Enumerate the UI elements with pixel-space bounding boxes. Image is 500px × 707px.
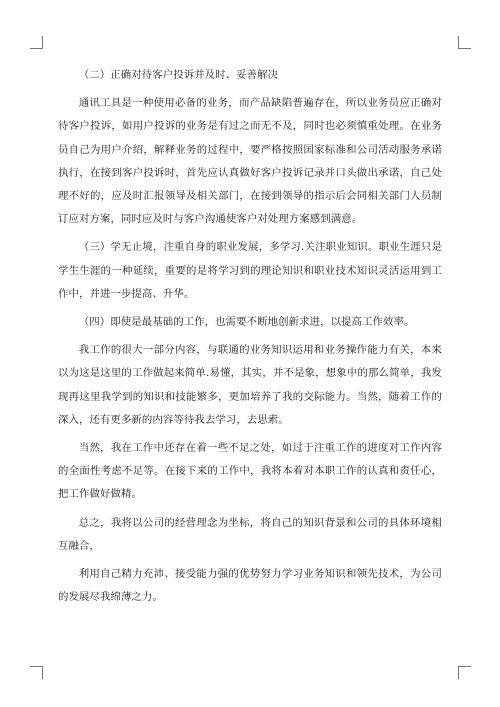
crop-mark-bottom-left — [30, 666, 43, 679]
paragraph-heading-2: （二）正确对待客户投诉并及时、妥善解决 — [78, 69, 279, 81]
document-body — [58, 64, 442, 614]
paragraph-shortcomings: 当然，我在工作中还存在着一些不足之处，如过于注重工作的进度对工作内容的全面性考虑不足等。在接下来的工作中，我将本着对本职工作的认真和责任心，把工作做好做精。 — [58, 442, 442, 501]
crop-mark-top-right — [458, 36, 471, 49]
paragraph-heading-3: （三）学无止境，注重自身的职业发展，多学习.关注职业知识。职业生涯只是学生生涯的一种延续，重要的是将学习到的理论知识和职业技术知识灵活运用到工作中，并进一步提高、升华。 — [58, 241, 442, 300]
crop-mark-top-left — [30, 36, 43, 49]
paragraph-conclusion: 总之，我将以公司的经营理念为坐标，将自己的知识背景和公司的具体环境相互融合， — [58, 516, 442, 552]
paragraph-closing: 利用自己精力充沛、接受能力强的优势努力学习业务知识和领先技术，为公司的发展尽我绵薄之力。 — [58, 568, 442, 604]
paragraph-work-content: 我工作的很大一部分内容，与联通的业务知识运用和业务操作能力有关，本来以为这是这里的工作做起来简单.易懂，其实，并不是象，想象中的那么简单，我发现再这里我学到的知识和技能繁多，更加培养了我的交际能力。当然，随着工作的深入，还有更多新的内容等待我去学习，去思索。 — [58, 344, 442, 426]
crop-mark-bottom-right — [458, 666, 471, 679]
paragraph-complaint-handling: 通讯工具是一种使用必备的业务，而产品缺陷普遍存在，所以业务员应正确对待客户投诉，如用户投诉的业务是有过之而无不及，同时也必须慎重处理。在业务员自己为用户介绍，解释业务的过程中，要严格按照国家标准和公司活动服务承诺执行，在接到客户投诉时，首先应认真做好客户投诉记录并口头做出承诺，自己处理不好的，应及时汇报领导及相关部门，在接到领导的指示后会同相关部门人员制订应对方案，同时应及时与客户沟通使客户对处理方案感到满意。 — [58, 97, 442, 226]
paragraph-heading-4: （四）即使是最基础的工作，也需要不断地创新求进，以提高工作效率。 — [78, 316, 415, 329]
